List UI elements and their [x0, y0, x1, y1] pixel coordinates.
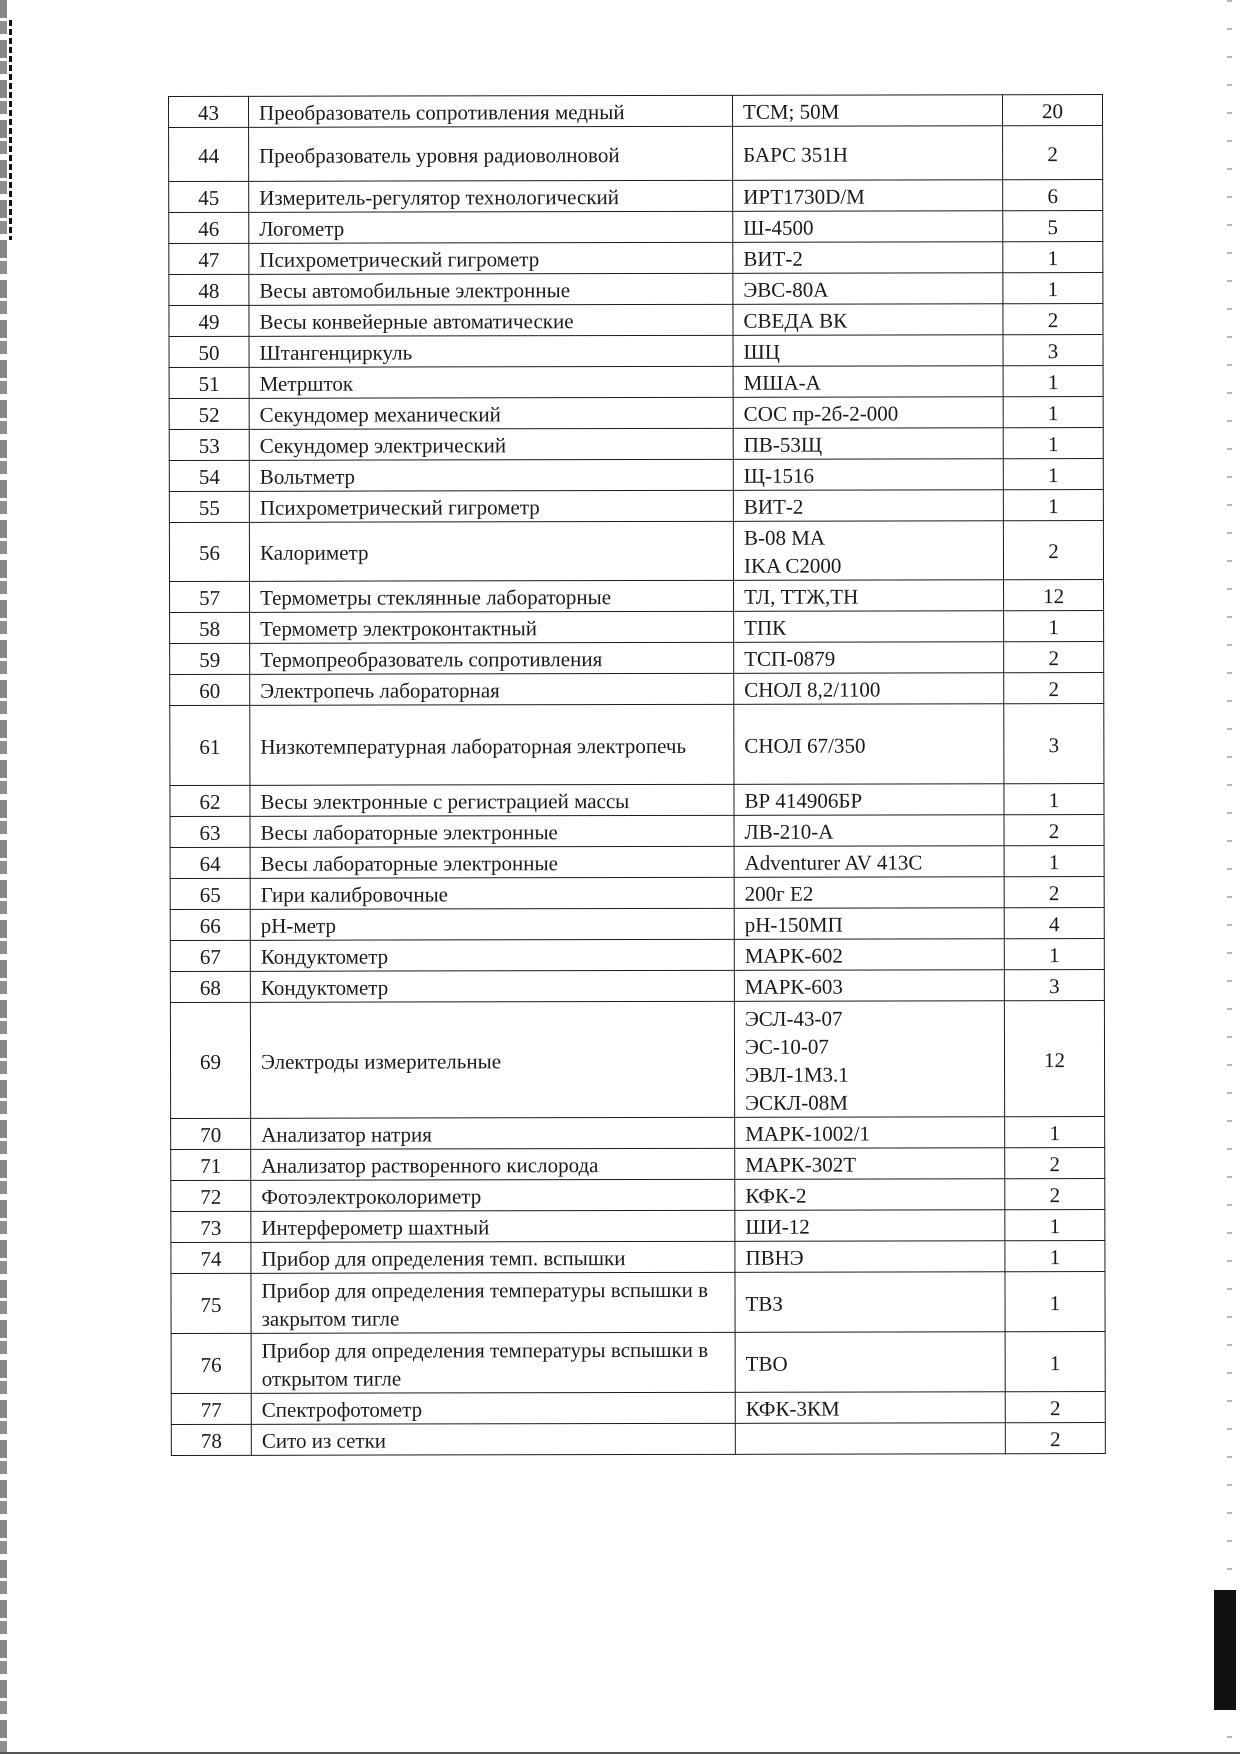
row-model: [735, 1423, 1005, 1455]
row-name: Сито из сетки: [251, 1423, 735, 1455]
row-number: 56: [169, 522, 249, 581]
row-number: 44: [169, 127, 249, 181]
table-row: [171, 1179, 1105, 1212]
row-model: ЭВС-80А: [733, 273, 1003, 305]
row-quantity: 1: [1003, 366, 1103, 397]
row-number: 75: [171, 1273, 251, 1333]
row-quantity: 1: [1004, 611, 1104, 642]
row-model: ТЛ, ТТЖ,ТН: [734, 580, 1004, 612]
row-number: 54: [169, 460, 249, 491]
row-name: Термометры стеклянные лабораторные: [250, 580, 734, 612]
row-number: 73: [171, 1211, 251, 1242]
row-name: Анализатор натрия: [251, 1117, 735, 1149]
row-name: Вольтметр: [249, 459, 733, 491]
row-name: Спектрофотометр: [251, 1392, 735, 1424]
row-model: МАРК-1002/1: [735, 1117, 1005, 1149]
row-number: 74: [171, 1242, 251, 1273]
row-number: 53: [169, 429, 249, 460]
row-model: МАРК-603: [734, 970, 1004, 1002]
row-number: 47: [169, 243, 249, 274]
row-name: Весы электронные с регистрацией массы: [250, 784, 734, 816]
row-quantity: 4: [1004, 908, 1104, 939]
row-model: pH-150МП: [734, 908, 1004, 940]
row-number: 43: [169, 96, 249, 127]
row-name: Анализатор растворенного кислорода: [251, 1148, 735, 1180]
row-number: 69: [170, 1002, 250, 1118]
row-name: Весы автомобильные электронные: [249, 273, 733, 305]
table-row: [171, 1392, 1105, 1425]
row-model: МАРК-302Т: [735, 1148, 1005, 1180]
table-row: [169, 126, 1103, 182]
table-row: [170, 611, 1104, 644]
row-quantity: 2: [1005, 1392, 1105, 1423]
row-name: Прибор для определения температуры вспышки в закрытом тигле: [251, 1272, 735, 1333]
row-quantity: 1: [1004, 784, 1104, 815]
row-model: ПВ-53Щ: [733, 428, 1003, 460]
row-number: 68: [170, 971, 250, 1002]
row-name: Электроды измерительные: [250, 1001, 734, 1118]
row-name: Преобразователь сопротивления медный: [249, 95, 733, 127]
row-number: 49: [169, 305, 249, 336]
table-row: [170, 877, 1104, 910]
scan-edge-artifact: [9, 20, 12, 240]
row-quantity: 1: [1005, 1272, 1105, 1332]
row-number: 71: [171, 1149, 251, 1180]
row-name: Измеритель-регулятор технологический: [249, 180, 733, 212]
row-model: 200г Е2: [734, 877, 1004, 909]
table-row: [170, 580, 1104, 613]
row-quantity: 2: [1004, 642, 1104, 673]
row-model: КФК-3КМ: [735, 1392, 1005, 1424]
row-number: 50: [169, 336, 249, 367]
table-row: [170, 846, 1104, 879]
row-number: 58: [170, 612, 250, 643]
row-quantity: 1: [1004, 846, 1104, 877]
row-model: СНОЛ 67/350: [734, 704, 1004, 785]
row-number: 52: [169, 398, 249, 429]
row-name: Преобразователь уровня радиоволновой: [249, 126, 733, 181]
row-model: Щ-1516: [733, 459, 1003, 491]
row-quantity: 3: [1004, 970, 1104, 1001]
row-name: Гири калибровочные: [250, 877, 734, 909]
row-number: 57: [170, 581, 250, 612]
table-row: [169, 521, 1103, 582]
row-quantity: 20: [1002, 95, 1102, 126]
row-number: 76: [171, 1333, 251, 1393]
table-row: [170, 704, 1104, 786]
row-name: pH-метр: [250, 908, 734, 940]
row-quantity: 12: [1004, 580, 1104, 611]
row-number: 64: [170, 847, 250, 878]
row-quantity: 12: [1004, 1001, 1104, 1117]
row-number: 70: [171, 1118, 251, 1149]
row-model: ВИТ-2: [733, 490, 1003, 522]
table-row: [170, 673, 1104, 706]
row-name: Весы конвейерные автоматические: [249, 304, 733, 336]
row-name: Термометр электроконтактный: [250, 611, 734, 643]
row-model: МАРК-602: [734, 939, 1004, 971]
row-quantity: 5: [1003, 211, 1103, 242]
row-quantity: 1: [1005, 1241, 1105, 1272]
table-row: [169, 242, 1103, 275]
row-name: Метршток: [249, 366, 733, 398]
row-name: Интерферометр шахтный: [251, 1210, 735, 1242]
table-row: [170, 908, 1104, 941]
row-quantity: 3: [1003, 335, 1103, 366]
row-name: Низкотемпературная лабораторная электропечь: [250, 704, 734, 785]
row-quantity: 1: [1003, 428, 1103, 459]
row-name: Секундомер механический: [249, 397, 733, 429]
equipment-table-body: [169, 95, 1106, 1456]
row-name: Фотоэлектроколориметр: [251, 1179, 735, 1211]
row-number: 65: [170, 878, 250, 909]
table-row: [169, 273, 1103, 306]
row-name: Логометр: [249, 211, 733, 243]
row-name: Кондуктометр: [250, 970, 734, 1002]
row-name: Секундомер электрический: [249, 428, 733, 460]
row-model: ИРТ1730D/М: [733, 180, 1003, 212]
row-model: ТВЗ: [735, 1272, 1005, 1333]
table-row: [170, 642, 1104, 675]
table-row: [170, 1001, 1104, 1119]
row-name: Психрометрический гигрометр: [249, 490, 733, 522]
row-number: 63: [170, 816, 250, 847]
table-row: [169, 459, 1103, 492]
table-row: [171, 1241, 1105, 1274]
table-row: [170, 970, 1104, 1003]
row-model: ШИ-12: [735, 1210, 1005, 1242]
table-row: [171, 1148, 1105, 1181]
table-row: [169, 335, 1103, 368]
row-quantity: 3: [1004, 704, 1104, 784]
row-quantity: 2: [1003, 304, 1103, 335]
row-model: ПВНЭ: [735, 1241, 1005, 1273]
table-row: [169, 428, 1103, 461]
table-row: [171, 1272, 1105, 1334]
row-quantity: 1: [1003, 273, 1103, 304]
row-quantity: 2: [1003, 126, 1103, 180]
row-quantity: 6: [1003, 180, 1103, 211]
row-quantity: 2: [1005, 1148, 1105, 1179]
row-model: СОС пр-2б-2-000: [733, 397, 1003, 429]
scan-edge-artifact: [1227, 0, 1232, 1754]
row-name: Термопреобразователь сопротивления: [250, 642, 734, 674]
table-row: [170, 815, 1104, 848]
row-number: 67: [170, 940, 250, 971]
row-number: 46: [169, 212, 249, 243]
row-number: 51: [169, 367, 249, 398]
row-model: ТСП-0879: [734, 642, 1004, 674]
row-quantity: 1: [1003, 397, 1103, 428]
row-quantity: 2: [1004, 877, 1104, 908]
row-model: ВИТ-2: [733, 242, 1003, 274]
row-number: 72: [171, 1180, 251, 1211]
row-number: 45: [169, 181, 249, 212]
table-row: [169, 95, 1103, 128]
row-quantity: 2: [1004, 673, 1104, 704]
row-number: 77: [171, 1393, 251, 1424]
row-name: Психрометрический гигрометр: [249, 242, 733, 274]
row-name: Калориметр: [249, 521, 733, 581]
row-model: ШЦ: [733, 335, 1003, 367]
row-name: Весы лабораторные электронные: [250, 846, 734, 878]
row-model: ТСМ; 50М: [732, 95, 1002, 127]
table-row: [170, 939, 1104, 972]
row-model: ЛВ-210-А: [734, 815, 1004, 847]
row-name: Электропечь лабораторная: [250, 673, 734, 705]
row-number: 66: [170, 909, 250, 940]
table-row: [169, 490, 1103, 523]
row-model: ВР 414906БР: [734, 784, 1004, 816]
row-quantity: 1: [1003, 242, 1103, 273]
scan-edge-artifact: [0, 0, 7, 1754]
row-name: Кондуктометр: [250, 939, 734, 971]
row-model: Adventurer AV 413C: [734, 846, 1004, 878]
row-quantity: 2: [1004, 815, 1104, 846]
row-quantity: 1: [1003, 490, 1103, 521]
row-number: 61: [170, 705, 250, 785]
row-number: 55: [169, 491, 249, 522]
row-model: ЭСЛ-43-07 ЭС-10-07 ЭВЛ-1М3.1 ЭСКЛ-08М: [734, 1001, 1004, 1118]
row-model: ТПК: [734, 611, 1004, 643]
row-quantity: 2: [1005, 1423, 1105, 1454]
row-number: 78: [171, 1424, 251, 1455]
table-row: [169, 180, 1103, 213]
row-model: МША-А: [733, 366, 1003, 398]
row-name: Прибор для определения температуры вспышки в открытом тигле: [251, 1332, 735, 1393]
row-model: КФК-2: [735, 1179, 1005, 1211]
row-model: СНОЛ 8,2/1100: [734, 673, 1004, 705]
scan-edge-artifact: [1214, 1590, 1236, 1710]
row-number: 48: [169, 274, 249, 305]
table-row: [171, 1210, 1105, 1243]
row-model: Ш-4500: [733, 211, 1003, 243]
table-row: [169, 366, 1103, 399]
table-row: [171, 1332, 1105, 1394]
row-number: 59: [170, 643, 250, 674]
row-model: БАРС 351Н: [733, 126, 1003, 181]
row-name: Штангенциркуль: [249, 335, 733, 367]
row-quantity: 2: [1005, 1179, 1105, 1210]
equipment-table: [168, 94, 1106, 1456]
row-name: Прибор для определения темп. вспышки: [251, 1241, 735, 1273]
row-number: 60: [170, 674, 250, 705]
row-quantity: 1: [1005, 1332, 1105, 1392]
row-model: СВЕДА ВК: [733, 304, 1003, 336]
table-row: [170, 784, 1104, 817]
row-quantity: 1: [1005, 1210, 1105, 1241]
row-model: ТВО: [735, 1332, 1005, 1393]
row-number: 62: [170, 785, 250, 816]
row-name: Весы лабораторные электронные: [250, 815, 734, 847]
row-quantity: 1: [1004, 939, 1104, 970]
table-row: [169, 211, 1103, 244]
table-row: [171, 1117, 1105, 1150]
table-row: [169, 304, 1103, 337]
row-model: В-08 МА IKA C2000: [733, 521, 1003, 581]
row-quantity: 1: [1005, 1117, 1105, 1148]
row-quantity: 1: [1003, 459, 1103, 490]
table-row: [171, 1423, 1105, 1456]
table-row: [169, 397, 1103, 430]
row-quantity: 2: [1003, 521, 1103, 580]
